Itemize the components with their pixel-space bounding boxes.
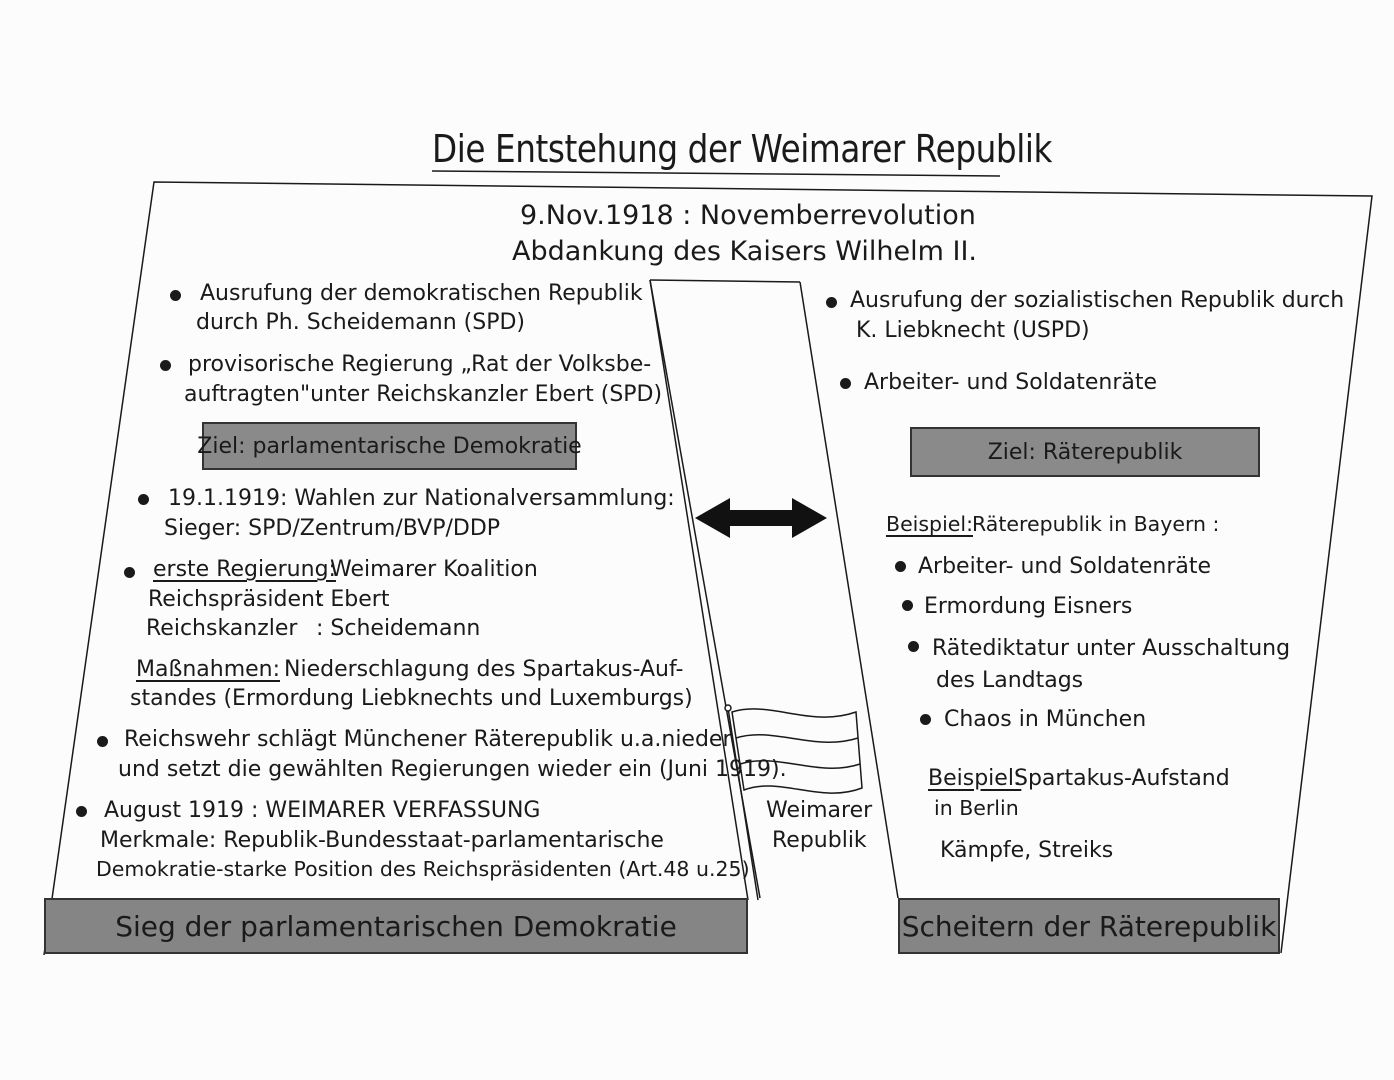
title-underline	[432, 171, 1000, 176]
left-b5-line1: Reichswehr schlägt Münchener Räterepublik u.a.nieder	[124, 727, 732, 752]
bullet	[124, 567, 135, 578]
right-beispiel2-line3: Kämpfe, Streiks	[940, 838, 1114, 863]
right-goal-box: Ziel: Räterepublik	[910, 427, 1260, 477]
left-b3-line2: Sieger: SPD/Zentrum/BVP/DDP	[164, 516, 501, 541]
left-b3-line1: 19.1.1919: Wahlen zur Nationalversammlung:	[168, 486, 675, 511]
bullet	[170, 290, 181, 301]
bullet	[76, 806, 87, 817]
left-b6-line1: August 1919 : WEIMARER VERFASSUNG	[104, 798, 541, 823]
bullet	[902, 600, 913, 611]
right-b1-line2: K. Liebknecht (USPD)	[856, 318, 1090, 343]
bullet	[826, 297, 837, 308]
left-massnahmen-line2: standes (Ermordung Liebknechts und Luxemburgs)	[130, 686, 693, 711]
left-b2-line2: auftragten"unter Reichskanzler Ebert (SPD)	[184, 382, 663, 407]
double-arrow-icon	[695, 498, 827, 538]
bullet	[97, 736, 108, 747]
left-b4-value: Weimarer Koalition	[330, 557, 538, 582]
right-beispiel1-item1: Arbeiter- und Soldatenräte	[918, 554, 1212, 579]
right-beispiel1-item3-cont: des Landtags	[936, 668, 1084, 693]
left-panel-edge	[650, 280, 748, 900]
right-b2: Arbeiter- und Soldatenräte	[864, 370, 1158, 395]
right-result-box: Scheitern der Räterepublik	[898, 898, 1280, 954]
left-result-box: Sieg der parlamentarischen Demokratie	[44, 898, 748, 954]
right-beispiel1-text: Räterepublik in Bayern :	[972, 512, 1220, 536]
left-goal-box: Ziel: parlamentarische Demokratie	[202, 422, 577, 470]
left-massnahmen-line1: Niederschlagung des Spartakus-Auf-	[284, 657, 684, 682]
right-beispiel1-item2: Ermordung Eisners	[924, 594, 1133, 619]
left-b4-label: erste Regierung:	[153, 557, 336, 582]
page-title: Die Entstehung der Weimarer Republik	[432, 127, 1053, 171]
bullet	[895, 561, 906, 572]
bullet	[138, 494, 149, 505]
left-b1-line2: durch Ph. Scheidemann (SPD)	[196, 310, 525, 335]
right-beispiel2-line2: in Berlin	[934, 796, 1019, 820]
flag-label-line2: Republik	[772, 828, 867, 853]
flag-label-line1: Weimarer	[766, 798, 873, 823]
left-massnahmen-label: Maßnahmen:	[136, 657, 281, 682]
left-b5-line2: und setzt die gewählten Regierungen wieder ein (Juni 1919).	[118, 757, 787, 782]
bullet	[160, 360, 171, 371]
right-b1-line1: Ausrufung der sozialistischen Republik durch	[850, 288, 1345, 313]
right-beispiel2-label: Beispiel:	[928, 766, 1022, 791]
right-beispiel2-text: Spartakus-Aufstand	[1014, 766, 1230, 791]
left-b4-row2-value: : Scheidemann	[316, 616, 481, 641]
bullet	[840, 378, 851, 389]
header-date-line: 9.Nov.1918 : Novemberrevolution	[520, 200, 976, 231]
center-funnel-left-outer	[650, 280, 800, 282]
left-b1-line1: Ausrufung der demokratischen Republik	[200, 281, 643, 306]
right-beispiel1-item4: Chaos in München	[944, 707, 1147, 732]
left-b4-row1-key: Reichspräsident	[148, 587, 324, 612]
right-beispiel1-label: Beispiel:	[886, 512, 973, 536]
right-beispiel1-item3: Rätediktatur unter Ausschaltung	[932, 636, 1291, 661]
bullet	[920, 714, 931, 725]
left-b6-line2: Merkmale: Republik-Bundesstaat-parlamentarische	[100, 828, 664, 853]
header-abdication-line: Abdankung des Kaisers Wilhelm II.	[512, 236, 977, 267]
left-b2-line1: provisorische Regierung „Rat der Volksbe-	[188, 352, 652, 377]
left-b4-row2-key: Reichskanzler	[146, 616, 298, 641]
left-b4-row1-value: : Ebert	[316, 587, 390, 612]
bullet	[908, 641, 919, 652]
left-b6-line3: Demokratie-starke Position des Reichspräsidenten (Art.48 u.25)	[96, 857, 750, 881]
